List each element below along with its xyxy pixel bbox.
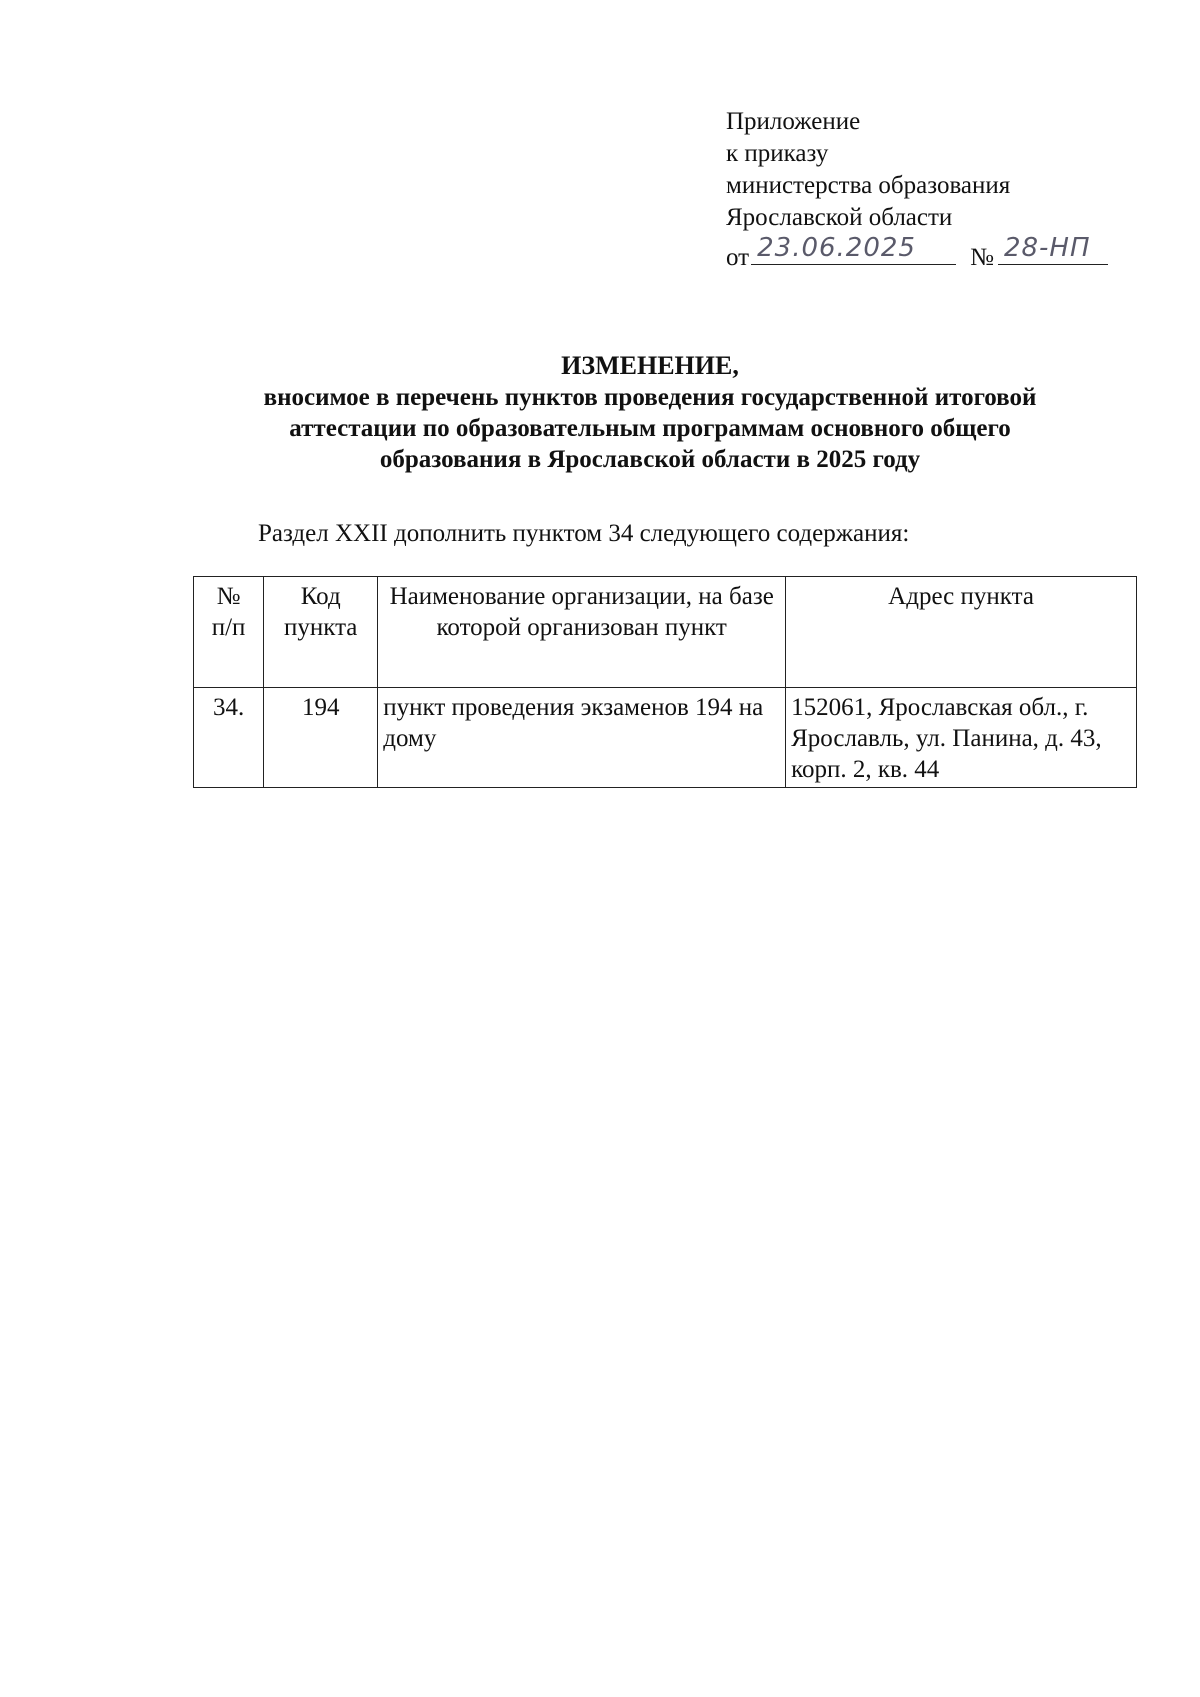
header-organization-name: Наименование организации, на базе которой организован пункт [378,577,786,688]
title-line-3: образования в Ярославской области в 2025 году [379,446,921,473]
title-line-2: аттестации по образовательным программам основного общего [289,415,1011,442]
document-title [190,350,1110,475]
row-organization-name: пункт проведения экзаменов 194 на дому [378,688,786,788]
table-row [194,688,1137,788]
header-code-line-2: пункта [284,614,358,641]
header-address: Адрес пункта [786,577,1137,688]
exam-points-table [193,576,1137,788]
row-code: 194 [264,688,378,788]
appendix-line-3: министерства образования [726,172,1011,199]
handwritten-number: 28-НП [1003,233,1091,263]
number-field [998,234,1108,265]
intro-paragraph: Раздел XXII дополнить пунктом 34 следующего содержания: [258,520,910,547]
appendix-line-1: Приложение [726,108,861,135]
row-address: 152061, Ярославская обл., г. Ярославль, ул. Панина, д. 43, корп. 2, кв. 44 [786,688,1137,788]
table-header-row [194,577,1137,688]
header-code-line-1: Код [300,583,341,610]
date-field [751,234,956,265]
row-number: 34. [194,688,264,788]
appendix-block [726,106,1146,274]
number-sign: № [970,244,994,271]
title-line-1: вносимое в перечень пунктов проведения государственной итоговой [263,384,1037,411]
appendix-line-4: Ярославской области [726,204,953,231]
header-number-line-1: № [216,583,241,610]
title-heading: ИЗМЕНЕНИЕ, [561,351,739,380]
header-number [194,577,264,688]
handwritten-date: 23.06.2025 [757,233,916,263]
header-number-line-2: п/п [211,614,246,641]
order-date-number-row [726,234,1146,274]
date-prefix: от [726,244,750,271]
header-code [264,577,378,688]
appendix-line-2: к приказу [726,140,829,167]
